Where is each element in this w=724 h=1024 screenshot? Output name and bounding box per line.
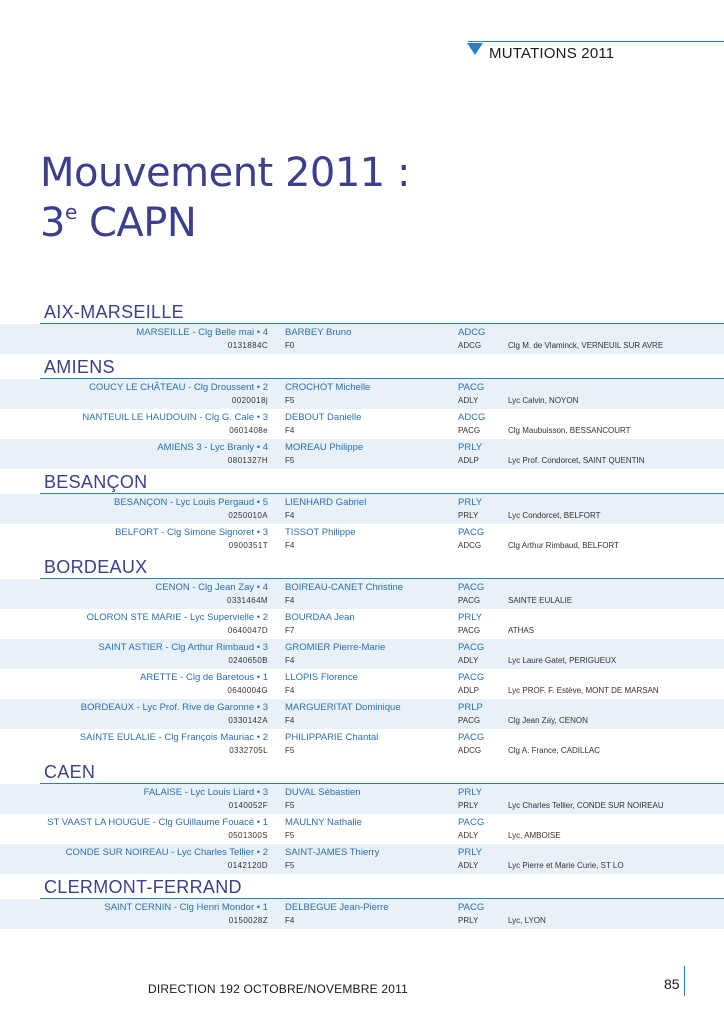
teacher-name: BOURDAA Jean bbox=[285, 612, 355, 623]
grade: F4 bbox=[285, 511, 295, 520]
destination: Clg A. France, CADILLAC bbox=[508, 746, 601, 755]
destination-category: PACG bbox=[458, 426, 481, 435]
grade: F7 bbox=[285, 626, 295, 635]
origin-code: 0020018j bbox=[231, 396, 268, 405]
header-rule bbox=[468, 41, 724, 42]
category: PRLY bbox=[458, 612, 483, 623]
footer-text: DIRECTION 192 OCTOBRE/NOVEMBRE 2011 bbox=[148, 982, 408, 996]
mutation-entry bbox=[0, 699, 724, 729]
category: PACG bbox=[458, 642, 485, 653]
grade: F0 bbox=[285, 341, 295, 350]
section-title: AIX-MARSEILLE bbox=[44, 302, 184, 322]
destination-category: ADLY bbox=[458, 656, 479, 665]
destination-category: ADLP bbox=[458, 686, 479, 695]
category: PRLY bbox=[458, 442, 483, 453]
destination-category: PACG bbox=[458, 596, 481, 605]
teacher-name: BOIREAU-CANET Christine bbox=[285, 582, 404, 593]
destination: Lyc PROF. F. Estève, MONT DE MARSAN bbox=[508, 686, 659, 695]
destination: Clg M. de Vlaminck, VERNEUIL SUR AVRE bbox=[508, 341, 664, 350]
grade: F4 bbox=[285, 426, 295, 435]
teacher-name: PHILIPPARIE Chantal bbox=[285, 732, 379, 743]
origin-code: 0601408e bbox=[229, 426, 268, 435]
teacher-name: DELBEGUE Jean-Pierre bbox=[285, 902, 389, 913]
grade: F5 bbox=[285, 396, 295, 405]
destination-category: PRLY bbox=[458, 916, 479, 925]
mutation-entry bbox=[0, 784, 724, 814]
grade: F4 bbox=[285, 656, 295, 665]
category: ADCG bbox=[458, 327, 486, 338]
grade: F5 bbox=[285, 831, 295, 840]
destination: Clg Maubuisson, BESSANCOURT bbox=[508, 426, 631, 435]
destination-category: ADLY bbox=[458, 861, 479, 870]
category: PACG bbox=[458, 672, 485, 683]
origin-establishment: BORDEAUX - Lyc Prof. Rive de Garonne • 3 bbox=[80, 702, 268, 713]
grade: F5 bbox=[285, 456, 295, 465]
mutation-entry bbox=[0, 379, 724, 409]
destination: Lyc Laure Gatet, PERIGUEUX bbox=[508, 656, 617, 665]
triangle-marker-icon bbox=[467, 43, 483, 55]
teacher-name: DUVAL Sébastien bbox=[285, 787, 361, 798]
section-gap bbox=[0, 929, 724, 932]
origin-establishment: FALAISE - Lyc Louis Liard • 3 bbox=[143, 787, 268, 798]
teacher-name: MAULNY Nathalie bbox=[285, 817, 362, 828]
category: PRLY bbox=[458, 847, 483, 858]
category: PACG bbox=[458, 817, 485, 828]
origin-code: 0640004G bbox=[227, 686, 268, 695]
title-line-1: Mouvement 2011 : bbox=[40, 150, 410, 196]
mutation-entry bbox=[0, 524, 724, 554]
origin-code: 0332705L bbox=[229, 746, 268, 755]
mutation-entry bbox=[0, 579, 724, 609]
teacher-name: MARGUERITAT Dominique bbox=[285, 702, 401, 713]
destination-category: PRLY bbox=[458, 511, 479, 520]
mutation-entry bbox=[0, 639, 724, 669]
category: PRLP bbox=[458, 702, 483, 713]
mutation-entry bbox=[0, 844, 724, 874]
teacher-name: DEBOUT Danielle bbox=[285, 412, 362, 423]
origin-code: 0142120D bbox=[227, 861, 268, 870]
mutation-entry bbox=[0, 439, 724, 469]
origin-establishment: AMIENS 3 - Lyc Branly • 4 bbox=[157, 442, 268, 453]
destination: Lyc Condorcet, BELFORT bbox=[508, 511, 601, 520]
teacher-name: LLOPIS Florence bbox=[285, 672, 358, 683]
title-superscript: e bbox=[64, 200, 77, 224]
destination-category: PACG bbox=[458, 716, 481, 725]
destination-category: ADLY bbox=[458, 831, 479, 840]
teacher-name: BARBEY Bruno bbox=[285, 327, 352, 338]
origin-establishment: SAINT ASTIER - Clg Arthur Rimbaud • 3 bbox=[98, 642, 268, 653]
category: PACG bbox=[458, 527, 485, 538]
destination-category: ADCG bbox=[458, 541, 482, 550]
origin-establishment: CENON - Clg Jean Zay • 4 bbox=[155, 582, 268, 593]
section-title: CAEN bbox=[44, 762, 96, 782]
destination-category: ADLY bbox=[458, 396, 479, 405]
origin-establishment: MARSEILLE - Clg Belle mai • 4 bbox=[136, 327, 268, 338]
origin-code: 0331464M bbox=[226, 596, 268, 605]
grade: F5 bbox=[285, 746, 295, 755]
origin-establishment: BESANÇON - Lyc Louis Pergaud • 5 bbox=[114, 497, 268, 508]
grade: F4 bbox=[285, 716, 295, 725]
section-title: AMIENS bbox=[44, 357, 115, 377]
section-title: BESANÇON bbox=[44, 472, 148, 492]
origin-establishment: CONDE SUR NOIREAU - Lyc Charles Tellier • 2 bbox=[65, 847, 268, 858]
category: PACG bbox=[458, 732, 485, 743]
page-title bbox=[40, 148, 410, 248]
origin-code: 0240650B bbox=[228, 656, 268, 665]
destination: Lyc, AMBOISE bbox=[508, 831, 561, 840]
origin-code: 0150028Z bbox=[228, 916, 268, 925]
destination: ATHAS bbox=[508, 626, 535, 635]
mutation-entry bbox=[0, 494, 724, 524]
destination-category: ADCG bbox=[458, 746, 482, 755]
destination-category: ADCG bbox=[458, 341, 482, 350]
teacher-name: SAINT-JAMES Thierry bbox=[285, 847, 380, 858]
destination: Lyc, LYON bbox=[508, 916, 546, 925]
destination: Lyc Charles Tellier, CONDE SUR NOIREAU bbox=[508, 801, 664, 810]
origin-code: 0640047D bbox=[227, 626, 268, 635]
origin-establishment: BELFORT - Clg Simone Signoret • 3 bbox=[115, 527, 268, 538]
grade: F4 bbox=[285, 686, 295, 695]
destination: SAINTE EULALIE bbox=[508, 596, 573, 605]
origin-establishment: NANTEUIL LE HAUDOUIN - Clg G. Cale • 3 bbox=[82, 412, 268, 423]
category: PRLY bbox=[458, 787, 483, 798]
origin-code: 0250010A bbox=[228, 511, 268, 520]
category: ADCG bbox=[458, 412, 486, 423]
header-label: MUTATIONS 2011 bbox=[489, 45, 615, 62]
teacher-name: CROCHOT Michelle bbox=[285, 382, 371, 393]
destination: Lyc Calvin, NOYON bbox=[508, 396, 579, 405]
destination: Clg Jean Zay, CENON bbox=[508, 716, 588, 725]
category: PACG bbox=[458, 902, 485, 913]
teacher-name: GROMIER Pierre-Marie bbox=[285, 642, 386, 653]
teacher-name: MOREAU Philippe bbox=[285, 442, 364, 453]
mutation-entry bbox=[0, 814, 724, 844]
mutations-list bbox=[0, 302, 724, 932]
destination-category: PRLY bbox=[458, 801, 479, 810]
origin-establishment: SAINT CERNIN - Clg Henri Mondor • 1 bbox=[104, 902, 268, 913]
category: PACG bbox=[458, 382, 485, 393]
destination: Lyc Pierre et Marie Curie, ST LO bbox=[508, 861, 624, 870]
mutation-entry bbox=[0, 324, 724, 354]
origin-code: 0801327H bbox=[227, 456, 268, 465]
origin-establishment: OLORON STE MARIE - Lyc Supervielle • 2 bbox=[86, 612, 268, 623]
mutation-entry bbox=[0, 669, 724, 699]
grade: F5 bbox=[285, 861, 295, 870]
section-title: BORDEAUX bbox=[44, 557, 148, 577]
grade: F4 bbox=[285, 541, 295, 550]
title-line-2-prefix: 3 bbox=[40, 200, 65, 246]
origin-establishment: ARETTE - Clg de Baretous • 1 bbox=[140, 672, 268, 683]
origin-establishment: COUCY LE CHÂTEAU - Clg Droussent • 2 bbox=[89, 382, 268, 393]
category: PACG bbox=[458, 582, 485, 593]
teacher-name: TISSOT Philippe bbox=[285, 527, 356, 538]
section-title: CLERMONT-FERRAND bbox=[44, 877, 242, 897]
mutation-entry bbox=[0, 609, 724, 639]
mutation-entry bbox=[0, 409, 724, 439]
page-number: 85 bbox=[664, 976, 680, 992]
grade: F4 bbox=[285, 596, 295, 605]
page-number-rule bbox=[684, 966, 685, 996]
origin-establishment: ST VAAST LA HOUGUE - Clg GUillaume Fouacé • 1 bbox=[47, 817, 268, 828]
destination-category: PACG bbox=[458, 626, 481, 635]
mutation-entry bbox=[0, 729, 724, 759]
teacher-name: LIENHARD Gabriel bbox=[285, 497, 367, 508]
grade: F4 bbox=[285, 916, 295, 925]
origin-code: 0330142A bbox=[228, 716, 268, 725]
mutation-entry bbox=[0, 899, 724, 929]
origin-code: 0140052F bbox=[228, 801, 268, 810]
grade: F5 bbox=[285, 801, 295, 810]
origin-code: 0501300S bbox=[228, 831, 268, 840]
origin-establishment: SAINTE EULALIE - Clg François Mauriac • 2 bbox=[79, 732, 268, 743]
title-line-2-rest: CAPN bbox=[76, 200, 197, 246]
destination: Lyc Prof. Condorcet, SAINT QUENTIN bbox=[508, 456, 645, 465]
category: PRLY bbox=[458, 497, 483, 508]
destination: Clg Arthur Rimbaud, BELFORT bbox=[508, 541, 620, 550]
destination-category: ADLP bbox=[458, 456, 479, 465]
origin-code: 0900351T bbox=[228, 541, 268, 550]
origin-code: 0131884C bbox=[227, 341, 268, 350]
